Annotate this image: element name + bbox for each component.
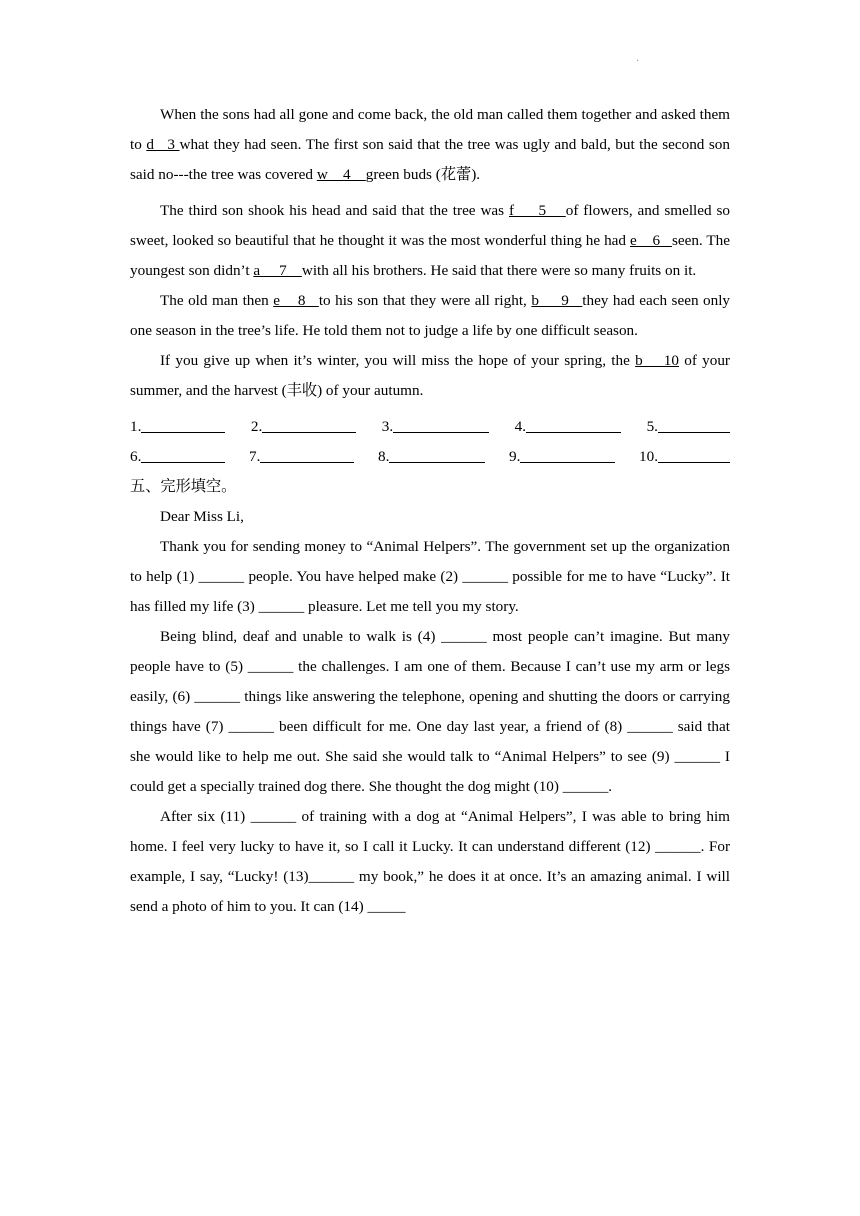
blank-4[interactable]: w 4 — [316, 166, 366, 183]
passage-paragraph-1: When the sons had all gone and come back, the old man called them together and asked them to d 3 what they had seen. The first son said that the tree was ugly and bald, but the second son said no---the tree was covered w 4 green buds (花蕾). — [130, 106, 730, 183]
answer-8[interactable]: 8. — [378, 442, 485, 472]
letter-greeting: Dear Miss Li, — [160, 508, 244, 525]
answer-3[interactable]: 3. — [382, 412, 489, 442]
letter-paragraph-3: After six (11) ______ of training with a dog at “Animal Helpers”, I was able to bring him home. I feel very lucky to have it, so I call it Lucky. It can understand different (12) ______. For example, I say, “Lucky! (13)______ my book,” he does it at once. It’s an amazing animal. I will send a photo of him to you. It can (14) _____ — [130, 808, 730, 915]
answer-1[interactable]: 1. — [130, 412, 225, 442]
blank-7[interactable]: a 7 — [253, 262, 302, 279]
blank-10[interactable]: b 10 — [635, 352, 679, 369]
blank-3[interactable]: d 3 — [146, 136, 180, 153]
passage-paragraph-4: If you give up when it’s winter, you will miss the hope of your spring, the b 10 of your summer, and the harvest (丰收) of your autumn. — [130, 352, 730, 399]
blank-9[interactable]: b 9 — [531, 292, 583, 309]
letter-paragraph-1: Thank you for sending money to “Animal Helpers”. The government set up the organization to help (1) ______ people. You have helped make (2) ______ possible for me to have “Lucky”. It has filled my life (3) ______ pleasure. Let me tell you my story. — [130, 538, 730, 615]
answer-4[interactable]: 4. — [515, 412, 621, 442]
section-title: 五、完形填空。 — [130, 478, 237, 495]
answer-7[interactable]: 7. — [249, 442, 354, 472]
passage-paragraph-2: The third son shook his head and said that the tree was f 5 of flowers, and smelled so sweet, looked so beautiful that he thought it was the most wonderful thing he had e 6 seen. The youngest son didn’t a 7 with all his brothers. He said that there were so many fruits on it. — [130, 202, 731, 279]
blank-8[interactable]: e 8 — [273, 292, 319, 309]
answer-row-2 — [130, 442, 730, 472]
answer-6[interactable]: 6. — [130, 442, 225, 472]
answer-2[interactable]: 2. — [251, 412, 356, 442]
header-mark: · — [636, 56, 640, 67]
blank-6[interactable]: e 6 — [629, 232, 672, 249]
letter-paragraph-2: Being blind, deaf and unable to walk is (4) ______ most people can’t imagine. But many people have to (5) ______ the challenges. I am one of them. Because I can’t use my arm or legs easily, (6) ______ things like answering the telephone, opening and shutting the doors or carrying things have (7) ______ been difficult for me. One day last year, a friend of (8) ______ said that she would like to help me out. She said she would talk to “Animal Helpers” to see (9) ______ I could get a specially trained dog there. She thought the dog might (10) ______. — [130, 628, 730, 795]
answer-10[interactable]: 10. — [639, 442, 730, 472]
answer-9[interactable]: 9. — [509, 442, 615, 472]
answer-5[interactable]: 5. — [647, 412, 730, 442]
document-page — [130, 100, 730, 922]
blank-5[interactable]: f 5 — [508, 202, 566, 219]
passage-paragraph-3: The old man then e 8 to his son that they were all right, b 9 they had each seen only one season in the tree’s life. He told them not to judge a life by one difficult season. — [130, 292, 731, 339]
answer-row-1 — [130, 412, 730, 442]
